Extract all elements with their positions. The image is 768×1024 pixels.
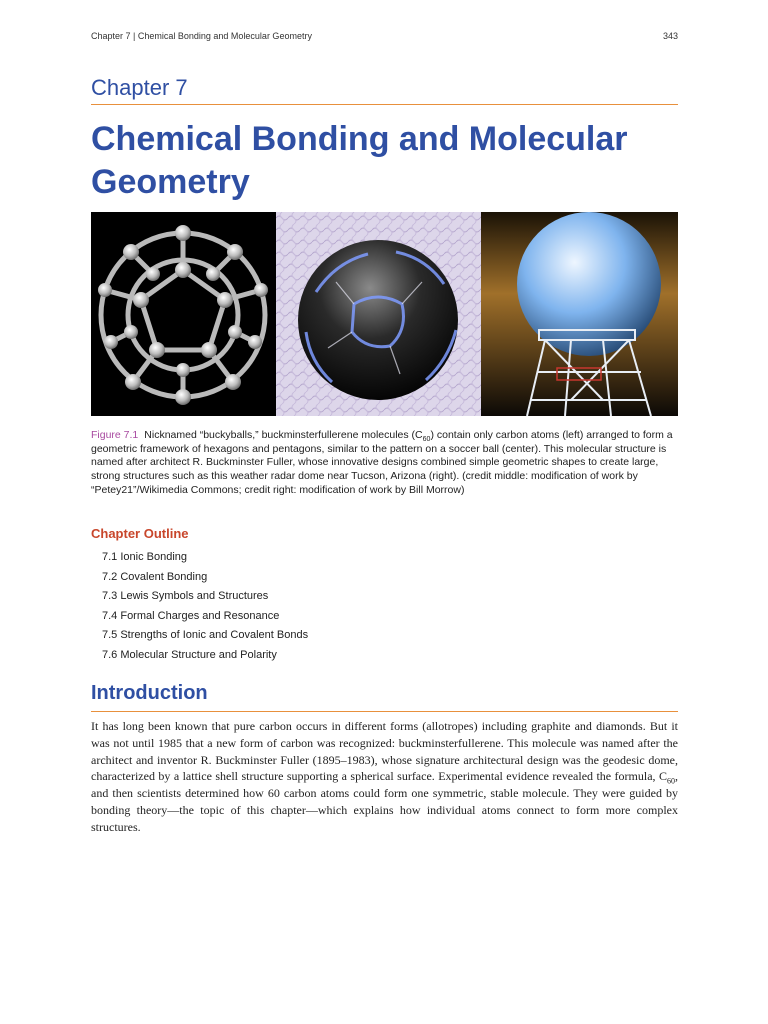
caption-text-2: ) contain only carbon atoms (left) arranged to form a geometric framework of hexagons and pentagons, similar to the pattern on a soccer ball (center). This molecular structure is named after architect R. Buckminster Fuller, whose innovative designs combined simple geometric shapes to create large, strong structures such as this weather radar dome near Tucson, Arizona (right). (credit middle: modification of work by “Petey21”/Wikimedia Commons; credit right: modification of work by Bill Morrow) xyxy=(91,429,673,496)
outline-item-7-3[interactable]: 7.3 Lewis Symbols and Structures xyxy=(102,590,269,603)
outline-item-7-5[interactable]: 7.5 Strengths of Ionic and Covalent Bonds xyxy=(102,629,309,642)
intro-text-2: , and then scientists determined how 60 carbon atoms could form one symmetric, stable molecule. They were guided by bonding theory—the topic of this chapter—which explains how individual atoms connect to form more complex structures. xyxy=(91,769,678,834)
introduction-divider xyxy=(91,711,678,712)
running-header xyxy=(91,31,678,41)
introduction-heading: Introduction xyxy=(91,682,208,704)
figure-7-1 xyxy=(91,212,678,416)
radar-dome-image xyxy=(481,212,678,416)
intro-text-1: It has long been known that pure carbon occurs in different forms (allotropes) including graphite and diamonds. But it was not until 1985 that a new form of carbon was recognized: buckminsterfullerene. This molecule was named after the architect and inventor R. Buckminster Fuller (1895–1983), whose signature architectural design was the geodesic dome, characterized by a lattice shell structure supporting a spherical surface. Experimental evidence revealed the formula, C xyxy=(91,719,678,784)
figure-label: Figure 7.1 xyxy=(91,429,139,441)
chapter-divider xyxy=(91,104,678,105)
chapter-label: Chapter 7 xyxy=(91,75,188,100)
chapter-outline-list xyxy=(102,550,308,668)
introduction-paragraph xyxy=(91,718,678,836)
page-number: 343 xyxy=(662,31,678,41)
chapter-outline-heading: Chapter Outline xyxy=(91,526,189,541)
soccer-ball-image xyxy=(276,212,481,416)
intro-subscript: 60 xyxy=(667,776,675,786)
outline-item-7-1[interactable]: 7.1 Ionic Bonding xyxy=(102,551,188,563)
caption-text-1: Nicknamed “buckyballs,” buckminsterfullerene molecules (C xyxy=(144,429,423,441)
outline-item-7-6[interactable]: 7.6 Molecular Structure and Polarity xyxy=(102,648,277,661)
outline-item-7-2[interactable]: 7.2 Covalent Bonding xyxy=(102,570,208,583)
buckyball-model-image xyxy=(91,212,276,416)
running-title: Chapter 7 | Chemical Bonding and Molecular Geometry xyxy=(91,31,312,41)
figure-caption xyxy=(91,429,681,498)
caption-subscript: 60 xyxy=(422,436,431,444)
outline-item-7-4[interactable]: 7.4 Formal Charges and Resonance xyxy=(102,609,280,622)
chapter-title: Chemical Bonding and Molecular Geometry xyxy=(91,120,628,201)
